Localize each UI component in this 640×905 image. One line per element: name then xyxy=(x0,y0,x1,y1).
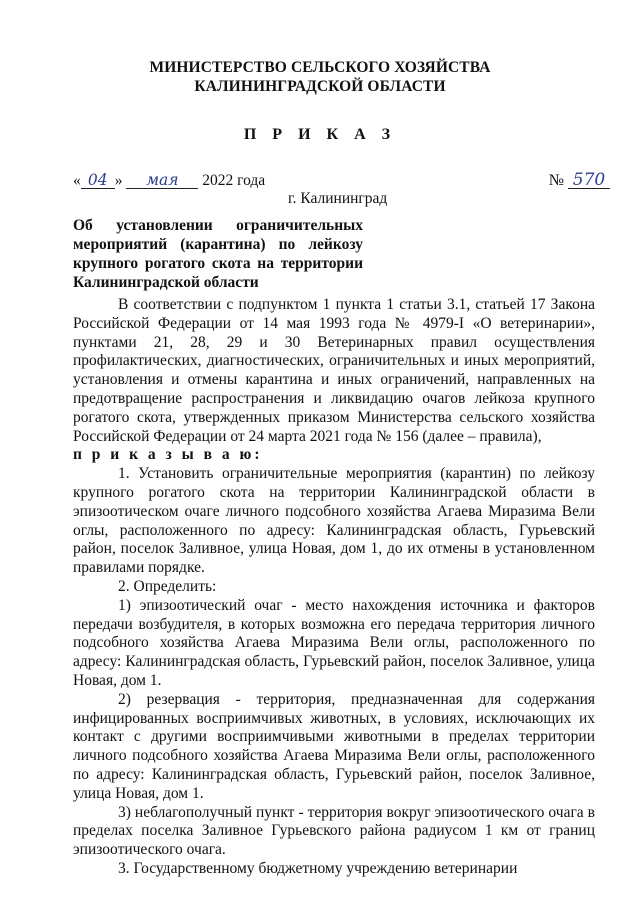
handwritten-number: 570 xyxy=(568,172,610,189)
date-year: 2022 года xyxy=(202,172,266,189)
ministry-line-1: МИНИСТЕРСТВО СЕЛЬСКОГО ХОЗЯЙСТВА xyxy=(149,59,491,76)
date-quote-close: » xyxy=(114,172,123,189)
order-date xyxy=(73,172,265,190)
item-2: 2. Определить: xyxy=(118,577,217,595)
order-word xyxy=(73,446,595,465)
handwritten-month: мая xyxy=(126,172,198,189)
order-city: г. Калининград xyxy=(288,190,388,207)
ministry-line-2: КАЛИНИНГРАДСКОЙ ОБЛАСТИ xyxy=(194,78,446,95)
item-2-2: 2) резервация - территория, предназначенная для содержания инфицированных восприимчивых животных, в условиях, исключающих их контакт с другими восприимчивыми животными в пределах территории личного подсобного хозяйства Агаева Миразима Вели оглы, расположенного по адресу: Калининградская область, Гурьевский район, поселок Заливное, улица Новая, дом 1. xyxy=(73,690,595,802)
item-2-1: 1) эпизоотический очаг - место нахождения источника и факторов передачи возбудителя, в которых возможна его передача территория личного подсобного хозяйства Агаева Миразима Вели оглы, расположенного по адресу: Калининградская область, Гурьевский район, поселок Заливное, улица Новая, дом 1. xyxy=(73,596,595,689)
item-3: 3. Государственному бюджетному учреждению ветеринарии xyxy=(118,859,518,877)
date-quote-open: « xyxy=(73,172,81,189)
order-body xyxy=(73,296,595,879)
item-2-3: 3) неблагополучный пункт - территория вокруг эпизоотического очага в пределах поселка Заливное Гурьевского района радиусом 1 км от границ эпизоотического очага. xyxy=(73,803,595,859)
order-title: П Р И К А З xyxy=(243,126,397,143)
ministry-heading xyxy=(0,58,640,96)
item-1: 1. Установить ограничительные мероприятия (карантин) по лейкозу крупного рогатого скота на территории Калининградской области в эпизоотическом очаге личного подсобного хозяйства Агаева Миразима Вели оглы, расположенного по адресу: Калининградская область, Гурьевский район, поселок Заливное, улица Новая, дом 1, до их отмены в установленном правилами порядке. xyxy=(73,465,595,577)
order-subject: Об установлении ограничительных мероприятий (карантина) по лейкозу крупного рогатого скота на территории Калининградской области xyxy=(73,217,363,291)
order-number xyxy=(549,172,610,190)
number-prefix: № xyxy=(548,172,564,189)
preamble-paragraph: В соответствии с подпунктом 1 пункта 1 статьи 3.1, статьей 17 Закона Российской Федерации от 14 мая 1993 года № 4979-I «О ветеринарии», пунктами 21, 28, 29 и 30 Ветеринарных правил осуществления профилактических, диагностических, ограничительных и иных мероприятий, установления и отмены карантина и иных ограничений, направленных на предотвращение распространения и ликвидацию очагов лейкоза крупного рогатого скота, утвержденных приказом Министерства сельского хозяйства Российской Федерации от 24 марта 2021 года № 156 (далее – правила), xyxy=(73,296,595,445)
order-word-text: п р и к а з ы в а ю: xyxy=(73,446,263,464)
handwritten-day: 04 xyxy=(81,172,115,189)
